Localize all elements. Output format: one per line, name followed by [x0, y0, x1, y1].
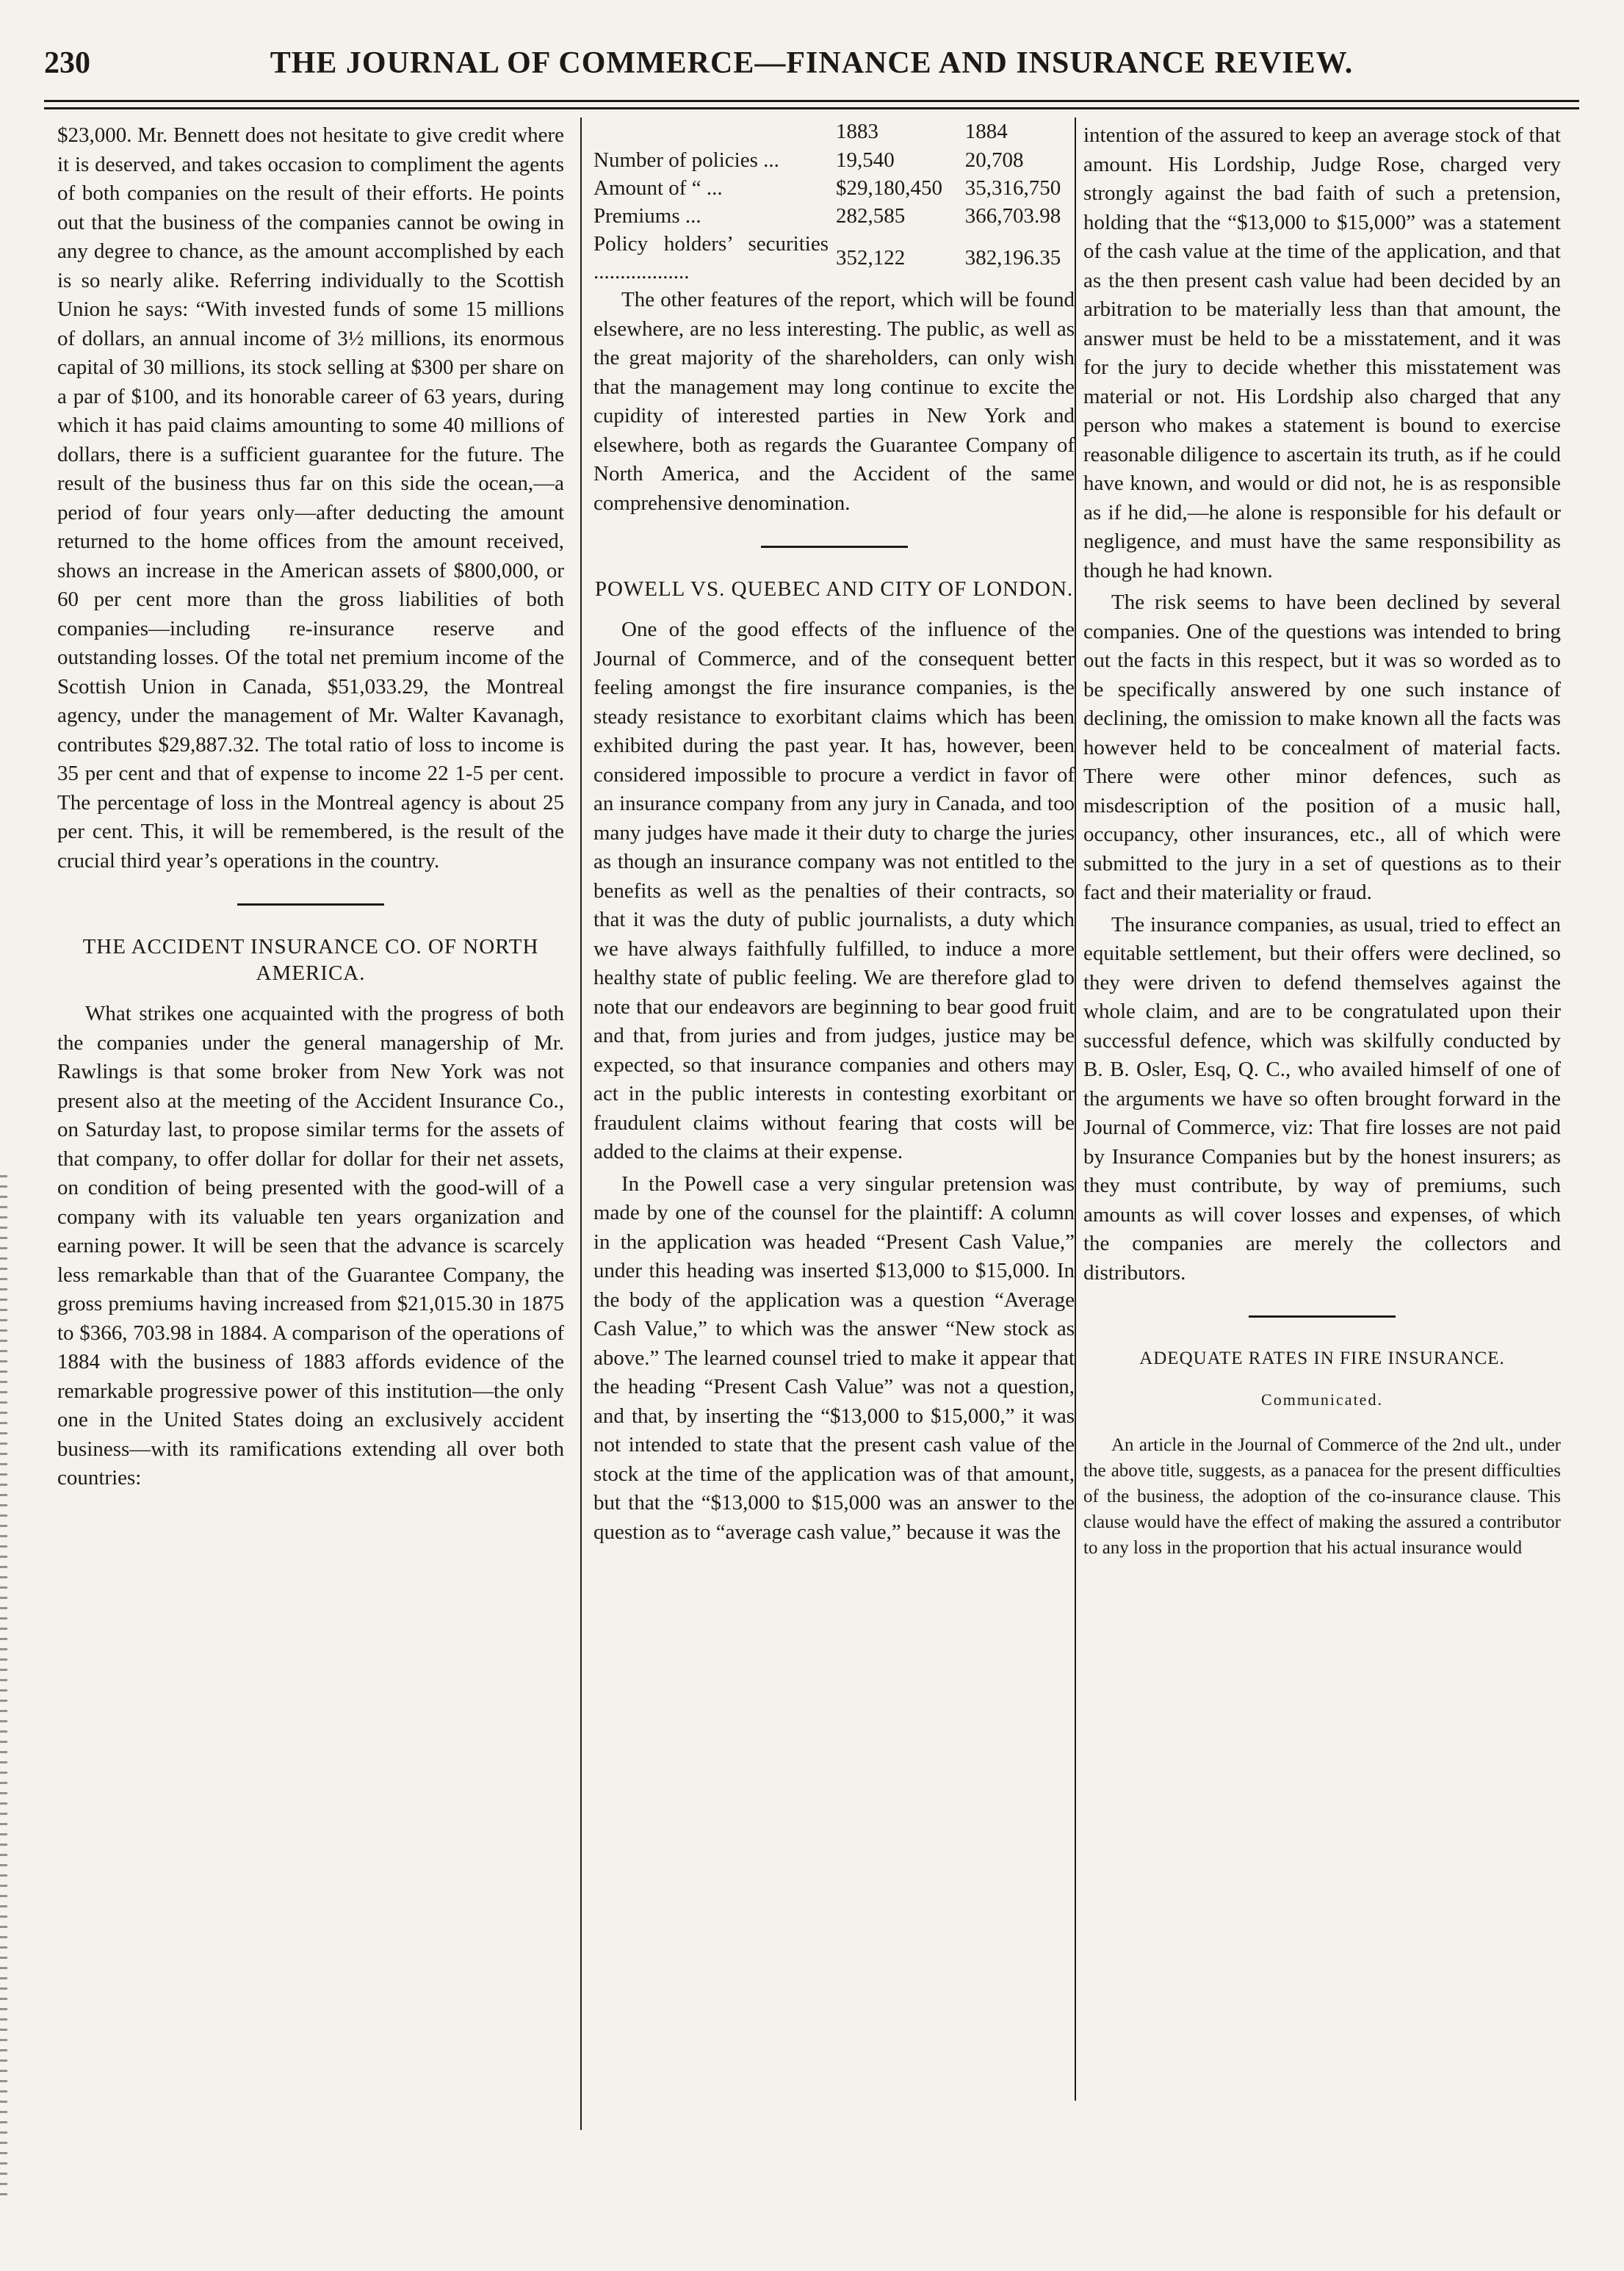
value-1884: 366,703.98 — [964, 204, 1061, 228]
value-1884: 382,196.35 — [964, 246, 1061, 270]
article-body-small — [1083, 1432, 1561, 1561]
article-subheading: Communicated. — [1261, 1390, 1383, 1409]
article-heading: THE ACCIDENT INSURANCE CO. OF NORTH AMERICA. — [82, 935, 539, 985]
article-paragraph: intention of the assured to keep an average stock of that amount. His Lordship, Judge Rose, charged very strongly against the bad faith of such a pretension, holding that the “$13,000 to $15,000” was a statement of the cash value at the time of the application, and that as the then present cash value had been decided by an arbitration to be materially less than that amount, the answer must be held to be a misstatement, and it was for the jury to decide whether this misstatement was material or not. His Lordship also charged that any person who makes a statement is bound to exercise reasonable diligence to ascertain its truth, as if he could have known, and would or did not, he is as responsible as if he did,—he alone is responsible for his default or negligence, and must have the same responsibility as though he had known. — [1083, 123, 1561, 582]
table-row — [593, 202, 1075, 230]
column-divider-1 — [580, 118, 582, 2130]
section-divider — [1249, 1315, 1396, 1318]
table-header-row — [593, 117, 1075, 146]
article-paragraph: The risk seems to have been declined by several companies. One of the questions was intended to bring out the facts in this respect, but it was so worded as to be specifically answered by one such instance of declining, the omission to make known all the facts was however held to be concealment of material facts. There were other minor defences, such as misdescription of the position of a music hall, occupancy, other insurances, etc., all of which were submitted to the jury in a set of questions as to their fact and their materiality or fraud. — [1083, 591, 1561, 904]
comparison-table — [593, 117, 1075, 286]
row-label: Policy holders’ securities .................. — [593, 232, 829, 284]
value-1884: 35,316,750 — [964, 176, 1061, 200]
row-label: Premiums ... — [593, 204, 701, 228]
column-3 — [1083, 121, 1561, 2256]
page-header — [44, 43, 1579, 87]
value-1883: 282,585 — [836, 204, 906, 228]
year-header: 1883 — [836, 120, 878, 143]
article-paragraph: What strikes one acquainted with the progress of both the companies under the general managership of Mr. Rawlings is that some broker from New York was not present also at the meeting of the Accident Insurance Co., on Saturday last, to propose similar terms for the assets of that company, to offer dollar for dollar for their net assets, on condition of being presented with the good-will of a company with its valuable ten years organization and earning power. It will be seen that the advance is scarcely less remarkable than that of the Guarantee Company, the gross premiums having increased from $21,015.30 in 1875 to $366, 703.98 in 1884. A comparison of the operations of 1884 with the business of 1883 affords evidence of the remarkable progressive power of this institution—the only one in the United States doing an exclusively accident business—with its ramifications extending all over both countries: — [57, 1002, 564, 1490]
value-1883: 352,122 — [836, 246, 906, 270]
article-paragraph: The other features of the report, which will be found elsewhere, are no less interesting. The public, as well as the great majority of the shareholders, can only wish that the management may long continue to excite the cupidity of interested parties in New York and elsewhere, both as regards the Guarantee Company of North America, and the Accident of the same comprehensive denomination. — [593, 288, 1075, 515]
article-heading: ADEQUATE RATES IN FIRE INSURANCE. — [1139, 1348, 1505, 1368]
article-heading: POWELL VS. QUEBEC AND CITY OF LONDON. — [594, 577, 1074, 601]
header-rule-secondary — [44, 107, 1579, 109]
page-title: THE JOURNAL OF COMMERCE—FINANCE AND INSURANCE REVIEW. — [270, 46, 1354, 80]
value-1884: 20,708 — [964, 148, 1024, 172]
column-2 — [593, 121, 1075, 2256]
scan-edge-marks — [0, 1175, 7, 2203]
article-paragraph: One of the good effects of the influence of the Journal of Commerce, and of the consequent better feeling amongst the fire insurance companies, is the steady resistance to exorbitant claims which has been exhibited during the past year. It has, however, been considered impossible to procure a verdict in favor of an insurance company from any jury in Canada, and too many judges have made it their duty to charge the juries as though an insurance company was not entitled to the benefits as well as the penalties of their contracts, so that it was the duty of public journalists, a duty which we have always faithfully fulfilled, to induce a more healthy state of public feeling. We are therefore glad to note that our endeavors are beginning to bear good fruit and that, from juries and from judges, justice may be expected, so that insurance companies and others may act in the public interests in contesting exorbitant or fraudulent claims without fearing that costs will be added to the claims at their expense. — [593, 618, 1075, 1163]
article-paragraph: In the Powell case a very singular pretension was made by one of the counsel for the plaintiff: A column in the application was headed “Present Cash Value,” under this heading was inserted $13,000 to $15,000. In the body of the application was a question “Average Cash Value,” to which was the answer “New stock as above.” The learned counsel tried to make it appear that the heading “Present Cash Value” was not a question, and that, by inserting the “$13,000 to $15,000,” it was not intended to state that the present cash value of the stock at the time of the application was of that amount, but that the “$13,000 to $15,000 was an answer to the question as to “average cash value,” because it was the — [593, 1171, 1075, 1544]
column-divider-2 — [1075, 118, 1076, 2101]
year-header: 1884 — [964, 120, 1008, 143]
article-paragraph: An article in the Journal of Commerce of the 2nd ult., under the above title, suggests, as a panacea for the present difficulties of the business, the adoption of the co-insurance clause. This clause would have the effect of making the assured a contributor to any loss in the proportion that his actual insurance would — [1083, 1434, 1561, 1558]
article-paragraph: $23,000. Mr. Bennett does not hesitate to give credit where it is deserved, and takes occasion to compliment the agents of both companies on the result of their efforts. He points out that the business of the companies cannot be owing in any degree to chance, as the amount accomplished by each is so nearly alike. Referring individually to the Scottish Union he says: “With invested funds of some 15 millions of dollars, an annual income of 3½ millions, its enormous capital of 30 millions, its stock selling at $300 per share on a par of $100, and its honorable career of 63 years, during which it has paid claims amounting to some 40 millions of dollars, there is a sufficient guarantee for the future. The result of the business thus far on this side the ocean,—a period of four years only—after deducting the amount returned to the home offices from the amount received, shows an increase in the American assets of $800,000, or 60 per cent more than the gross liabilities of both companies—including re-insurance reserve and outstanding losses. Of the total net premium income of the Scottish Union in Canada, $51,033.29, the Montreal agency, under the management of Mr. Walter Kavanagh, contributes $29,887.32. The total ratio of loss to income is 35 per cent and that of expense to income 22 1-5 per cent. The percentage of loss in the Montreal agency is about 25 per cent. This, it will be remembered, is the result of the crucial third year’s operations in the country. — [57, 123, 564, 873]
value-1883: $29,180,450 — [836, 176, 942, 200]
value-1883: 19,540 — [836, 148, 895, 172]
table-row — [593, 146, 1075, 174]
row-label: Number of policies ... — [593, 148, 779, 172]
header-rule — [44, 100, 1579, 102]
table-row — [593, 174, 1075, 202]
page-number: 230 — [44, 46, 90, 80]
column-1 — [57, 121, 564, 2256]
section-divider — [761, 546, 908, 548]
table-row — [593, 230, 1075, 286]
row-label: Amount of “ ... — [593, 176, 723, 200]
article-paragraph: The insurance companies, as usual, tried to effect an equitable settlement, but their offers were declined, so they were driven to defend themselves against the whole claim, and are to be congratulated upon their successful defence, which was skilfully conducted by B. B. Osler, Esq, Q. C., who availed himself of one of the arguments we have so often brought forward in the Journal of Commerce, viz: That fire losses are not paid by Insurance Companies but by the honest insurers; as they must contribute, by way of premiums, such amounts as will cover losses and expenses, of which the companies are merely the collectors and distributors. — [1083, 912, 1561, 1285]
section-divider — [237, 903, 384, 906]
